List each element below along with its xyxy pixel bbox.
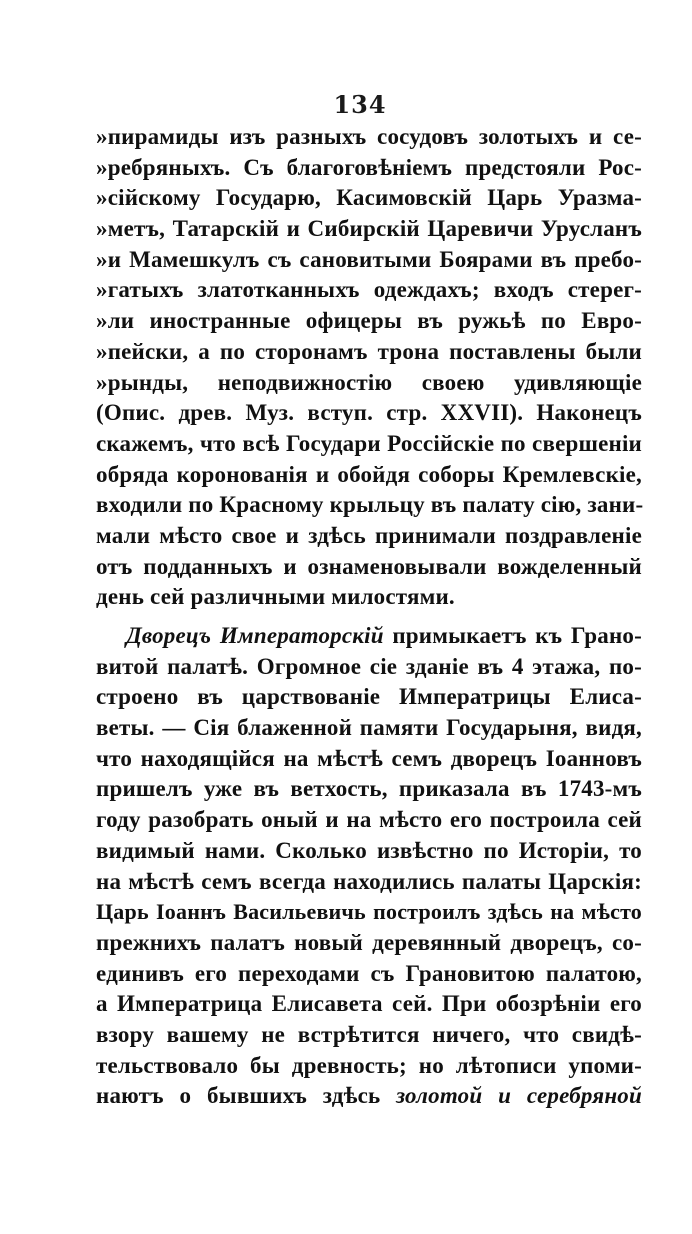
text-run: наютъ о бывшихъ здѣсь [96,1083,397,1109]
paragraph-1 [96,122,642,613]
text-line: день сей различными милостями. [96,584,455,610]
text-line: »сійскому Государю, Касимовскій Царь Уразма- [96,185,642,211]
text-line: обряда коронованія и обойдя соборы Кремлевскіе, [96,461,642,487]
text-line: взору вашему не встрѣтится ничего, что свидѣ- [96,1021,642,1047]
text-line: пришелъ уже въ ветхость, приказала въ 1743-мъ [96,776,642,802]
text-line: на мѣстѣ семъ всегда находились палаты Царскія: [96,868,642,894]
text-line: прежнихъ палатъ новый деревянный дворецъ, со- [96,929,642,955]
text-line: веты. — Сія блаженной памяти Государыня, видя, [96,715,642,741]
italic-phrase: золотой и серебряной [396,1083,642,1109]
text-line [96,621,642,652]
paragraph-2 [96,621,642,1112]
text-line [96,1081,642,1112]
text-line: Царь Іоаннъ Васильевичь построилъ здѣсь на мѣсто [96,899,642,925]
text-line: »метъ, Татарскій и Сибирскій Царевичи Урусланъ [96,216,642,242]
text-line: мали мѣсто свое и здѣсь принимали поздравленіе [96,522,642,548]
text-line: »и Мамешкулъ съ сановитыми Боярами въ пребо- [96,246,642,272]
text-line: (Опис. древ. Муз. вступ. стр. XXVII). Наконецъ [96,400,642,426]
text-line: витой палатѣ. Огромное сіе зданіе въ 4 этажа, по- [96,653,642,679]
text-line: входили по Красному крыльцу въ палату сію, зани- [96,492,644,518]
page-number: 134 [333,90,387,119]
text-line: »пирамиды изъ разныхъ сосудовъ золотыхъ и се- [96,124,642,149]
text-line: видимый нами. Сколько извѣстно по Исторіи, то [96,837,642,863]
body-text [96,122,642,1112]
text-line: а Императрица Елисавета сей. При обозрѣніи его [96,991,642,1017]
text-run: примыкаетъ къ Грано- [383,623,642,648]
text-line: скажемъ, что всѣ Государи Россійскіе по свершеніи [96,430,642,456]
text-line: единивъ его переходами съ Грановитою палатою, [96,960,642,986]
text-line: »гатыхъ златотканныхъ одеждахъ; входъ стерег- [96,277,642,303]
text-line: »рынды, неподвижностію своею удивляющіе [96,369,642,395]
text-line: »пейски, а по сторонамъ трона поставлены были [96,338,642,364]
text-line: что находящійся на мѣстѣ семъ дворецъ Іоанновъ [96,745,642,771]
text-line: году разобрать оный и на мѣсто его построила сей [96,807,642,833]
text-line: »ребряныхъ. Съ благоговѣніемъ предстояли Рос- [96,154,642,180]
text-line: »ли иностранные офицеры въ ружьѣ по Евро- [96,308,642,334]
italic-heading: Дворецъ Императорскій [126,623,384,648]
paragraph-gap [96,613,642,621]
text-line: строено въ царствованіе Императрицы Елиса- [96,684,642,710]
text-line: тельствовало бы древность; но лѣтописи упоми- [96,1052,642,1078]
text-line: отъ подданныхъ и ознаменовывали вожделенный [96,553,642,579]
